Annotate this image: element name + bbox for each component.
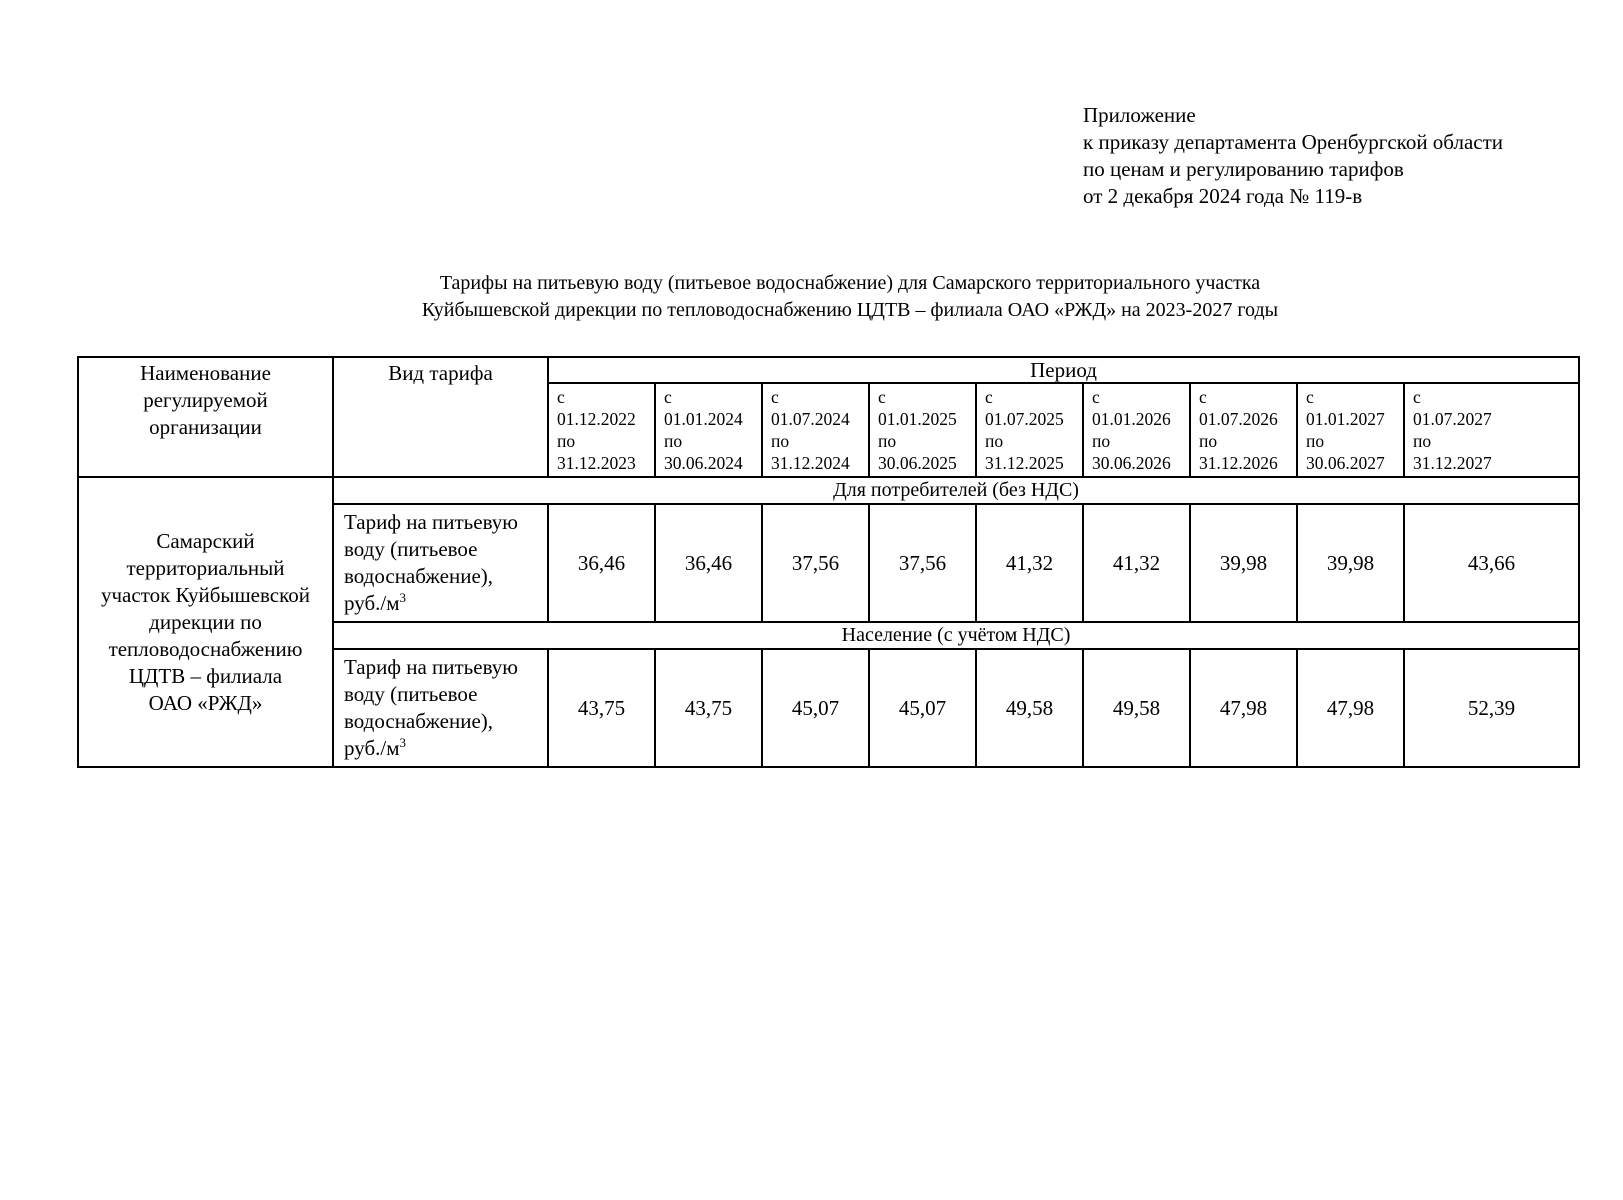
tariff-value: 39,98 — [1297, 504, 1404, 622]
header-org-line: регулируемой — [143, 388, 268, 412]
period-po: по — [664, 431, 683, 451]
title-line: Тарифы на питьевую воду (питьевое водоснабжение) для Самарского территориального участка — [439, 272, 1261, 294]
period-s: с — [1413, 387, 1421, 407]
tariff-value: 36,46 — [655, 504, 762, 622]
appendix-block — [1083, 102, 1503, 210]
unit-exponent: 3 — [399, 590, 407, 605]
period-s: с — [771, 387, 779, 407]
organization-line: ОАО «РЖД» — [148, 690, 263, 715]
period-from: 01.01.2024 — [664, 409, 743, 429]
header-org-line: организации — [149, 415, 262, 439]
period-s: с — [1306, 387, 1314, 407]
header-row — [78, 357, 1579, 383]
section-row — [78, 477, 1579, 504]
organization-line: тепловодоснабжению — [108, 636, 303, 661]
tariff-value: 52,39 — [1404, 649, 1579, 767]
period-cell — [1297, 383, 1404, 477]
tariff-value: 45,07 — [869, 649, 976, 767]
period-from: 01.01.2026 — [1092, 409, 1171, 429]
tariff-value: 43,66 — [1404, 504, 1579, 622]
organization-name — [78, 477, 333, 767]
tariff-kind-text: Тариф на питьевую — [344, 655, 518, 679]
tariff-value: 45,07 — [762, 649, 869, 767]
section-title: Для потребителей (без НДС) — [333, 477, 1579, 504]
tariff-table — [77, 356, 1580, 768]
period-po: по — [1306, 431, 1325, 451]
tariff-value: 47,98 — [1297, 649, 1404, 767]
period-cell — [1404, 383, 1579, 477]
period-s: с — [1092, 387, 1100, 407]
tariff-kind-text: воду (питьевое — [344, 537, 478, 561]
period-po: по — [1092, 431, 1111, 451]
tariff-kind-text: руб./м — [344, 591, 400, 615]
period-s: с — [878, 387, 886, 407]
organization-line: дирекции по — [149, 609, 262, 634]
tariff-value: 47,98 — [1190, 649, 1297, 767]
header-org-line: Наименование — [140, 361, 271, 385]
organization-line: ЦДТВ – филиала — [128, 663, 283, 688]
period-from: 01.07.2027 — [1413, 409, 1492, 429]
tariff-kind-line — [344, 590, 547, 617]
tariff-kind-line — [344, 654, 547, 681]
section-title: Население (с учётом НДС) — [333, 622, 1579, 649]
period-from: 01.07.2024 — [771, 409, 850, 429]
period-to: 31.12.2027 — [1413, 453, 1492, 473]
tariff-kind — [333, 504, 548, 622]
header-tariff-kind: Вид тарифа — [333, 357, 548, 477]
period-cell — [869, 383, 976, 477]
appendix-line: к приказу департамента Оренбургской области — [1083, 130, 1503, 154]
period-cell — [1190, 383, 1297, 477]
header-period: Период — [548, 357, 1579, 383]
tariff-kind-text: водоснабжение), — [344, 564, 494, 588]
period-s: с — [985, 387, 993, 407]
tariff-value: 49,58 — [1083, 649, 1190, 767]
period-cell — [548, 383, 655, 477]
tariff-value: 37,56 — [869, 504, 976, 622]
tariff-value: 41,32 — [1083, 504, 1190, 622]
period-from: 01.01.2027 — [1306, 409, 1385, 429]
period-to: 30.06.2024 — [664, 453, 743, 473]
tariff-kind-line — [344, 509, 547, 536]
title-line: Куйбышевской дирекции по тепловодоснабжению ЦДТВ – филиала ОАО «РЖД» на 2023-2027 годы — [421, 299, 1279, 321]
tariff-kind-line — [344, 536, 547, 563]
period-from: 01.07.2025 — [985, 409, 1064, 429]
period-to: 30.06.2025 — [878, 453, 957, 473]
tariff-kind-line — [344, 708, 547, 735]
period-po: по — [1199, 431, 1218, 451]
tariff-kind-text: руб./м — [344, 736, 400, 760]
organization-line: Самарский — [156, 528, 255, 553]
tariff-kind-line — [344, 563, 547, 590]
period-cell — [976, 383, 1083, 477]
period-from: 01.07.2026 — [1199, 409, 1278, 429]
period-po: по — [985, 431, 1004, 451]
period-to: 31.12.2026 — [1199, 453, 1278, 473]
period-to: 31.12.2023 — [557, 453, 636, 473]
tariff-value: 41,32 — [976, 504, 1083, 622]
period-cell — [762, 383, 869, 477]
period-s: с — [664, 387, 672, 407]
appendix-line: от 2 декабря 2024 года № 119-в — [1083, 184, 1363, 208]
tariff-kind-text: воду (питьевое — [344, 682, 478, 706]
tariff-kind-text: Тариф на питьевую — [344, 510, 518, 534]
period-s: с — [1199, 387, 1207, 407]
period-to: 30.06.2027 — [1306, 453, 1385, 473]
period-cell — [655, 383, 762, 477]
tariff-kind-line — [344, 681, 547, 708]
tariff-value: 36,46 — [548, 504, 655, 622]
period-po: по — [771, 431, 790, 451]
period-from: 01.12.2022 — [557, 409, 636, 429]
period-to: 31.12.2024 — [771, 453, 850, 473]
tariff-value: 43,75 — [548, 649, 655, 767]
tariff-kind-text: водоснабжение), — [344, 709, 494, 733]
period-s: с — [557, 387, 565, 407]
period-po: по — [557, 431, 576, 451]
period-po: по — [878, 431, 897, 451]
period-to: 30.06.2026 — [1092, 453, 1171, 473]
tariff-value: 37,56 — [762, 504, 869, 622]
organization-line: территориальный — [126, 555, 285, 580]
tariff-value: 43,75 — [655, 649, 762, 767]
appendix-line: Приложение — [1083, 103, 1196, 127]
period-cell — [1083, 383, 1190, 477]
appendix-line: по ценам и регулированию тарифов — [1083, 157, 1404, 181]
period-to: 31.12.2025 — [985, 453, 1064, 473]
header-org-name — [78, 357, 333, 477]
tariff-kind — [333, 649, 548, 767]
period-po: по — [1413, 431, 1432, 451]
tariff-value: 49,58 — [976, 649, 1083, 767]
document-title — [0, 270, 1623, 324]
unit-exponent: 3 — [399, 735, 407, 750]
tariff-kind-line — [344, 735, 547, 762]
organization-line: участок Куйбышевской — [101, 582, 310, 607]
period-from: 01.01.2025 — [878, 409, 957, 429]
tariff-value: 39,98 — [1190, 504, 1297, 622]
